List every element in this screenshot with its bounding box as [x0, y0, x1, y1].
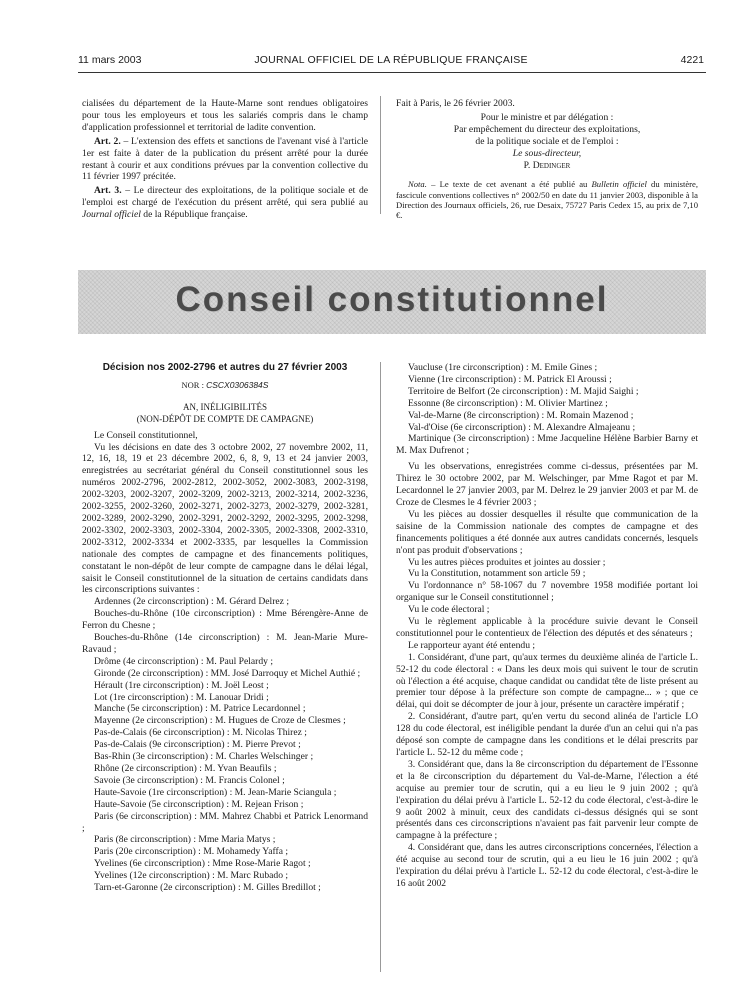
journal-officiel-ref: Journal officiel [82, 209, 141, 221]
circonscription-entry: Rhône (2e circonscription) : M. Yvan Beaufils ; [94, 763, 277, 774]
decision-paragraphs [396, 461, 698, 890]
page-header [70, 50, 712, 70]
circonscription-entry: Haute-Savoie (1re circonscription) : M. Jean-Marie Sciangula ; [94, 786, 337, 798]
decision-paragraph: 4. Considérant que, dans les autres circonscriptions concernées, l'élection a été acquise au second tour de scrutin, qui a eu lieu le 16 juin 2002 ; qu'à l'expiration du délai prévu à l'article L. 52-12 du code électoral, c'est-à-dire le 16 août 2002 [396, 842, 698, 889]
circonscription-entry: Val-d'Oise (6e circonscription) : M. Alexandre Almajeanu ; [408, 421, 636, 433]
article-2 [82, 136, 368, 184]
decision-paragraph: Vu les observations, enregistrées comme ci-dessus, présentées par M. Thirez le 30 octobre 2002, par M. Welschinger, par Mme Ragot et par M. Lecardonnel le 27 janvier 2003, par M. Delrez le 29 janvier 2003 et par M. de Croze de Clesmes le 4 février 2003 ; [396, 461, 698, 508]
decision-paragraph: Vu la Constitution, notamment son article 59 ; [408, 568, 586, 580]
top-left-column [82, 98, 368, 221]
top-right-column [396, 98, 698, 221]
circonscription-entry: Haute-Savoie (5e circonscription) : M. Rejean Frison ; [94, 798, 304, 810]
column-divider [380, 96, 381, 214]
circonscription-entry: Pas-de-Calais (6e circonscription) : M. Nicolas Thirez ; [94, 727, 307, 739]
decision-paragraph: Vu le code électoral ; [408, 604, 490, 616]
article-text: – L'extension des effets et sanctions de l'avenant visé à l'article 1er est faite à dater de la publication du présent arrêté pour la durée restant à courir et aux conditions prévues par la convention collective du 11 février 1997 précitée. [82, 135, 369, 183]
circonscription-entry: Yvelines (12e circonscription) : M. Marc Rubado ; [94, 870, 289, 882]
section-banner [78, 270, 706, 334]
circonscription-entry: Lot (1re circonscription) : M. Lanouar Dridi ; [94, 691, 269, 703]
circonscription-entry: Paris (20e circonscription) : M. Mohamedy Yaffa ; [94, 846, 289, 858]
circonscription-entry: Mayenne (2e circonscription) : M. Hugues de Croze de Clesmes ; [94, 715, 346, 727]
circonscription-entry: Vienne (1re circonscription) : M. Patrick El Aroussi ; [408, 373, 612, 385]
circonscription-entry: Yvelines (6e circonscription) : Mme Rose-Marie Ragot ; [94, 858, 311, 870]
circonscription-entry: Bouches-du-Rhône (14e circonscription) : M. Jean-Marie Mure-Ravaud ; [82, 632, 368, 655]
paragraph: Le Conseil constitutionnel, [94, 429, 198, 441]
nor-reference: NOR : CSCX0306384S [181, 379, 269, 390]
article-label: Art. 2. [94, 135, 121, 147]
decision-paragraph: Le rapporteur ayant été entendu ; [408, 639, 536, 651]
circonscription-entry: Paris (8e circonscription) : Mme Maria Matys ; [94, 834, 276, 846]
article-label: Art. 3. [94, 185, 122, 197]
circonscription-entry: Pas-de-Calais (9e circonscription) : M. Pierre Prevot ; [94, 739, 301, 751]
bulletin-ref: Bulletin officiel [591, 179, 647, 190]
circonscription-entry: Paris (6e circonscription) : MM. Mahrez Chabbi et Patrick Lenormand ; [82, 810, 368, 834]
signature-line: de la politique sociale et de l'emploi : [475, 135, 619, 147]
subject-subheading: (NON-DÉPÔT DE COMPTE DE CAMPAGNE) [136, 413, 314, 424]
header-journal-title: JOURNAL OFFICIEL DE LA RÉPUBLIQUE FRANÇAISE [254, 54, 528, 66]
circonscription-entry: Gironde (2e circonscription) : MM. José Darroquy et Michel Authié ; [94, 667, 361, 679]
circonscription-list [82, 596, 368, 894]
subject-heading: AN, INÉLIGIBILITÉS [183, 401, 267, 412]
decision-paragraph: Vu les autres pièces produites et jointes au dossier ; [408, 556, 606, 568]
circonscription-entry: Vaucluse (1re circonscription) : M. Emile Gines ; [408, 362, 598, 373]
circonscription-entry: Essonne (8e circonscription) : M. Olivier Martinez ; [408, 397, 608, 409]
section-title: Conseil constitutionnel [175, 280, 609, 319]
signature-title: Le sous-directeur, [512, 147, 582, 159]
article-text: de la République française. [140, 209, 248, 221]
circonscription-entry: Tarn-et-Garonne (2e circonscription) : M. Gilles Bredillot ; [94, 882, 321, 894]
decision-paragraph: 1. Considérant, d'une part, qu'aux termes du deuxième alinéa de l'article L. 52-12 du code électoral : « Dans les deux mois qui suivent le tour de scrutin où l'élection a été acquise, chaque candidat ou candidat tête de liste présent au premier tour dépose à la préfecture son compte de campagne... » ; que ce délai, qui doit se décompter de jour à jour, présente un caractère impératif ; [396, 651, 698, 711]
signature-line: Pour le ministre et par délégation : [480, 111, 614, 123]
decision-paragraph: Vu l'ordonnance n° 58-1067 du 7 novembre 1958 modifiée portant loi organique sur le Conseil constitutionnel ; [396, 580, 698, 604]
decision-paragraph: 2. Considérant, d'autre part, qu'en vertu du second alinéa de l'article LO 128 du code électoral, est inéligible pendant la durée d'un an celui qui n'a pas déposé son compte de campagne dans les conditions et le délai prescrits par l'article L. 52-12 du même code ; [396, 711, 698, 758]
circonscription-entry: Bas-Rhin (3e circonscription) : M. Charles Welschinger ; [94, 751, 314, 763]
circonscription-list [396, 362, 698, 457]
circonscription-entry: Drôme (4e circonscription) : M. Paul Pelardy ; [94, 655, 274, 667]
decision-paragraph: 3. Considérant que, dans la 8e circonscription du département de l'Essonne et la 8e circonscription du département du Val-de-Marne, l'élection a été acquise au premier tour de scrutin, qui a eu lieu le 9 juin 2002 ; qu'à l'expiration du délai prévu à l'article L. 52-12 du code électoral, c'est-à-dire le 9 août 2002 à minuit, ceux des candidats ci-dessus désignés qui se sont présentés dans ces circonscriptions n'avaient pas fait parvenir leur compte de campagne à la préfecture ; [396, 758, 698, 842]
signature-place-date: Fait à Paris, le 26 février 2003. [396, 98, 515, 109]
article-text: – Le directeur des exploitations, de la politique sociale et de l'emploi est chargé de l'exécution du présent arrêté, qui sera publié au [82, 185, 368, 209]
decision-paragraph: Vu le règlement applicable à la procédure suivie devant le Conseil constitutionnel pour le contentieux de l'élection des députés et des sénateurs ; [396, 616, 698, 639]
paragraph: cialisées du département de la Haute-Marne sont rendues obligatoires pour tous les employeurs et tous les salariés compris dans le champ d'application professionnel et territorial de ladite convention. [82, 98, 368, 133]
paragraph: Vu les décisions en date des 3 octobre 2002, 27 novembre 2002, 11, 12, 16, 18, 19 et 23 décembre 2002, 6, 8, 9, 13 et 24 janvier 2003, enregistrées au secrétariat général du Conseil constitutionnel sous les numéros 2002-2796, 2002-2812, 2002-3052, 2002-3083, 2002-3198, 2002-3203, 2002-3207, 2002-3209, 2002-3213, 2002-3214, 2002-3236, 2002-3255, 2002-3260, 2002-3271, 2002-3273, 2002-3279, 2002-3281, 2002-3289, 2002-3290, 2002-3291, 2002-3292, 2002-3295, 2002-3298, 2002-3302, 2002-3303, 2002-3304, 2002-3305, 2002-3308, 2002-3310, 2002-3312, 2002-3334 et 2002-3335, par lesquelles la Commission nationale des comptes de campagne et des financements politiques, constatant le non-dépôt de leur compte de campagne dans le délai légal, saisit le Conseil constitutionnel de la situation de certains candidats dans les circonscriptions suivantes : [82, 441, 368, 596]
circonscription-entry: Territoire de Belfort (2e circonscription) : M. Majid Saighi ; [408, 385, 639, 397]
nota-label: Nota. [408, 179, 427, 190]
circonscription-entry: Savoie (3e circonscription) : M. Francis Colonel ; [94, 774, 285, 786]
decision-title: Décision nos 2002-2796 et autres du 27 février 2003 [102, 362, 348, 373]
circonscription-entry: Ardennes (2e circonscription) : M. Gérard Delrez ; [94, 596, 289, 608]
signature-line: Par empêchement du directeur des exploitations, [453, 123, 641, 135]
signatory-name: P. Dedinger [523, 159, 571, 171]
circonscription-entry: Martinique (3e circonscription) : Mme Jacqueline Hélène Barbier Barny et M. Max Dufrenot ; [396, 433, 698, 457]
circonscription-entry: Val-de-Marne (8e circonscription) : M. Romain Mazenod ; [408, 409, 634, 421]
circonscription-entry: Manche (5e circonscription) : M. Patrice Lecardonnel ; [94, 703, 306, 715]
column-divider [380, 362, 381, 972]
circonscription-entry: Hérault (1re circonscription) : M. Joël Leost ; [94, 679, 269, 691]
header-rule [78, 72, 706, 73]
header-date: 11 mars 2003 [78, 54, 142, 66]
header-page-number: 4221 [680, 54, 704, 66]
article-3 [82, 185, 368, 221]
decision-left-column [82, 362, 368, 894]
circonscription-entry: Bouches-du-Rhône (10e circonscription) : Mme Bérengère-Anne de Ferron du Chesne ; [82, 608, 368, 632]
decision-right-column [396, 362, 698, 890]
nota: Nota. – Le texte de cet avenant a été publié au Bulletin officiel du ministère, fascicule conventions collectives n° 2002/50 en date du 11 janvier 2003, disponible à la Direction des Journaux officiels, 26, rue Desaix, 75727 Paris Cedex 15, au prix de 7,10 €. [396, 179, 698, 221]
decision-paragraph: Vu les pièces au dossier desquelles il résulte que communication de la saisine de la Commission nationale des comptes de campagne et des financements politiques a été donnée aux autres candidats concernés, lesquels n'ont pas produit d'observations ; [396, 508, 698, 556]
